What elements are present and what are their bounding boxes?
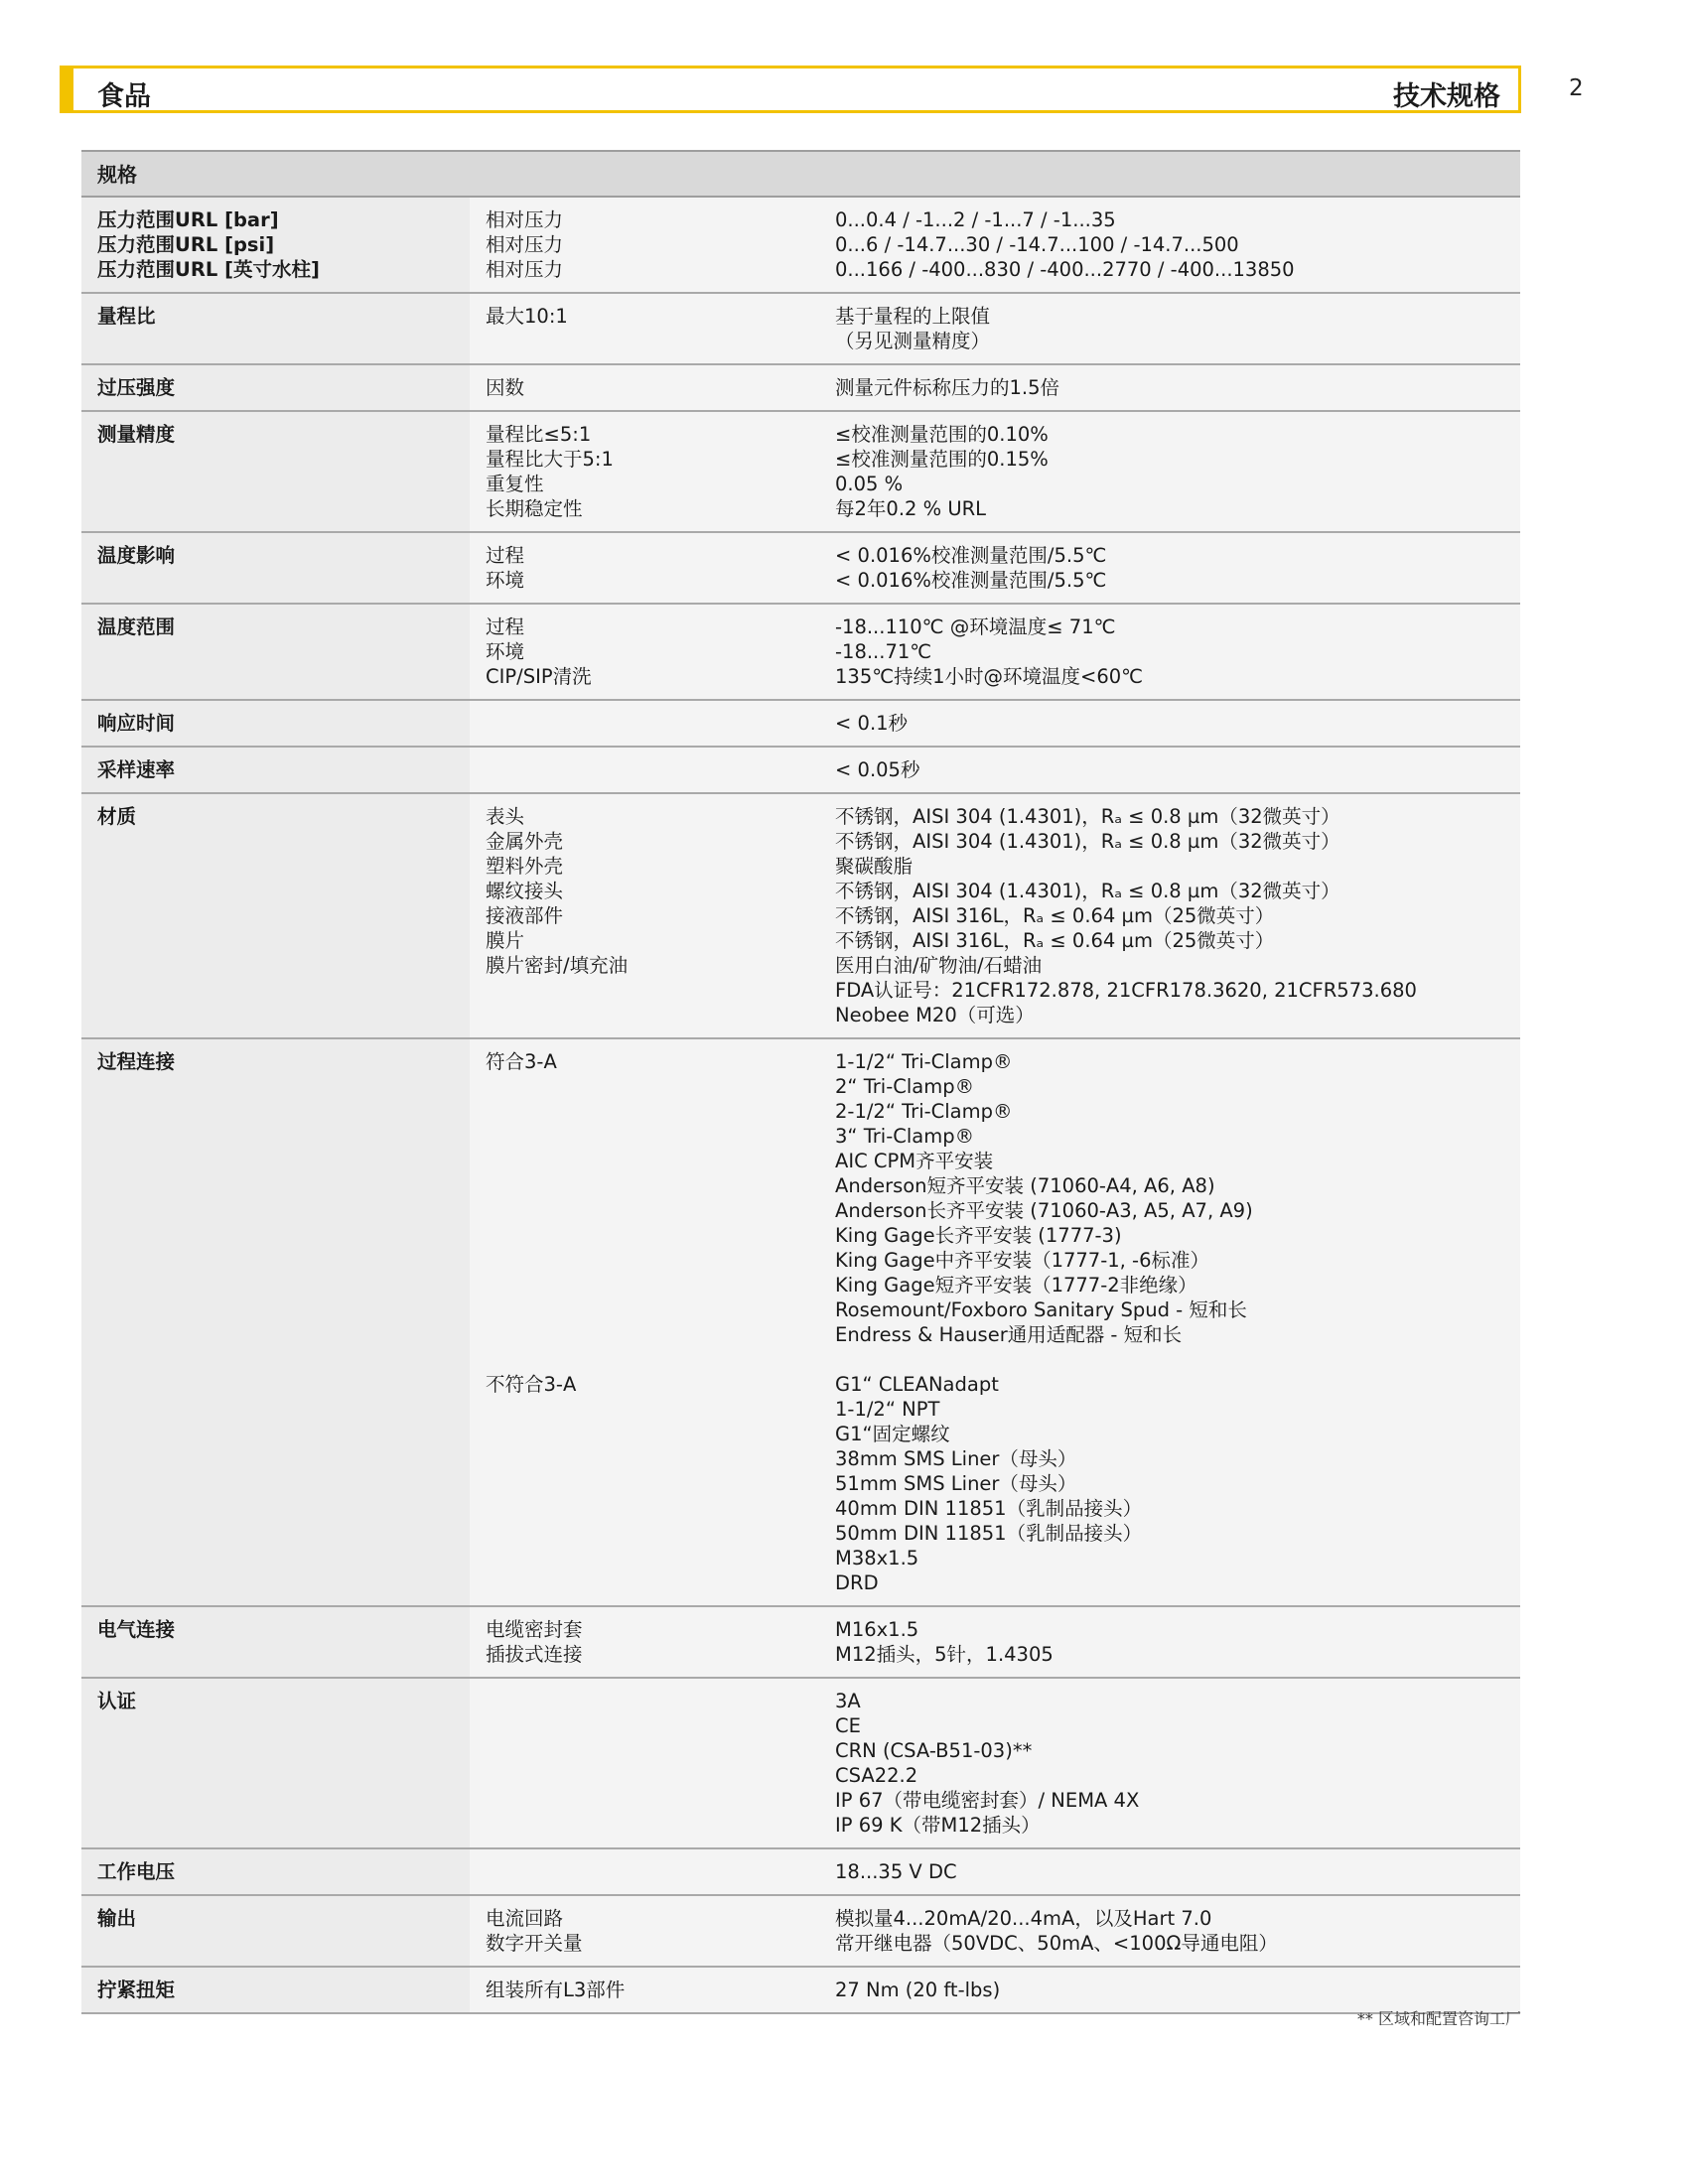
spec-param: 因数 — [486, 376, 525, 399]
spec-value: Anderson长齐平安装 (71060-A3, A5, A7, A9) — [835, 1199, 1253, 1222]
spec-param-cell — [470, 605, 819, 699]
spec-value: 聚碳酸脂 — [835, 855, 914, 878]
spec-param-cell — [470, 1896, 819, 1966]
spec-value: M38x1.5 — [835, 1547, 919, 1570]
spec-value: 测量元件标称压力的1.5倍 — [835, 376, 1060, 399]
spec-value-cell — [819, 794, 1520, 1037]
spec-param-cell — [470, 1968, 819, 2012]
spec-name: 量程比 — [97, 305, 156, 328]
table-row — [81, 1607, 1520, 1679]
spec-value: CSA22.2 — [835, 1764, 918, 1787]
spec-name-cell — [81, 294, 470, 363]
spec-name-cell — [81, 533, 470, 603]
table-row — [81, 412, 1520, 533]
spec-name-cell — [81, 1679, 470, 1847]
spec-param-cell — [470, 701, 819, 746]
spec-param: 表头 — [486, 805, 525, 828]
spec-value: 2-1/2“ Tri-Clamp® — [835, 1100, 1013, 1123]
spec-param: 量程比大于5:1 — [486, 448, 614, 471]
line-spacer — [486, 1248, 819, 1273]
spec-value: 不锈钢，AISI 316L，Rₐ ≤ 0.64 µm（25微英寸） — [835, 929, 1275, 952]
spec-name: 测量精度 — [97, 423, 176, 446]
spec-param: 重复性 — [486, 473, 544, 495]
line-spacer — [486, 1297, 819, 1322]
line-spacer — [486, 1099, 819, 1124]
spec-value: IP 69 K（带M12插头） — [835, 1814, 1041, 1837]
spec-param: 相对压力 — [486, 233, 564, 256]
spec-param: 膜片 — [486, 929, 525, 952]
spec-value: 模拟量4...20mA/20...4mA，以及Hart 7.0 — [835, 1907, 1212, 1930]
spec-param-cell — [470, 533, 819, 603]
spec-value: M16x1.5 — [835, 1618, 919, 1641]
spec-name: 压力范围URL [bar] — [97, 208, 279, 231]
line-spacer — [486, 1322, 819, 1347]
page-header — [60, 66, 1521, 113]
table-body — [81, 198, 1520, 2014]
table-row — [81, 701, 1520, 748]
line-spacer — [486, 1223, 819, 1248]
spec-value: 3A — [835, 1690, 861, 1712]
spec-name-cell — [81, 412, 470, 531]
spec-value: Neobee M20（可选） — [835, 1004, 1035, 1026]
spec-value: < 0.016%校准测量范围/5.5℃ — [835, 544, 1107, 567]
spec-param: 过程 — [486, 544, 525, 567]
line-spacer — [486, 1074, 819, 1099]
spec-value: < 0.05秒 — [835, 758, 920, 781]
spec-value: 40mm DIN 11851（乳制品接头） — [835, 1497, 1143, 1520]
spec-value: CE — [835, 1714, 861, 1737]
line-spacer — [486, 1124, 819, 1149]
table-row — [81, 1039, 1520, 1607]
spec-param: 最大10:1 — [486, 305, 568, 328]
spec-value: 不锈钢，AISI 304 (1.4301)，Rₐ ≤ 0.8 µm（32微英寸） — [835, 805, 1340, 828]
header-section-title: 技术规格 — [1393, 81, 1500, 112]
table-heading: 规格 — [81, 152, 1520, 198]
spec-value: 1-1/2“ Tri-Clamp® — [835, 1050, 1013, 1073]
spec-value: 医用白油/矿物油/石蜡油 — [835, 954, 1043, 977]
spec-value: 27 Nm (20 ft-lbs) — [835, 1979, 1001, 2001]
spec-value: < 0.1秒 — [835, 712, 909, 735]
spec-name: 温度范围 — [97, 615, 176, 638]
spec-value-cell — [819, 605, 1520, 699]
spec-value: King Gage长齐平安装 (1777-3) — [835, 1224, 1122, 1247]
spec-name: 认证 — [97, 1690, 137, 1712]
line-spacer — [486, 1173, 819, 1198]
spec-name: 拧紧扭矩 — [97, 1979, 176, 2001]
spec-value: AIC CPM齐平安装 — [835, 1150, 994, 1172]
spec-param-cell — [470, 794, 819, 1037]
spec-value-cell — [819, 1039, 1520, 1605]
spec-value: 常开继电器（50VDC、50mA、<100Ω导通电阻） — [835, 1932, 1278, 1955]
spec-value: 0.05 % — [835, 473, 904, 495]
spec-param: 环境 — [486, 640, 525, 663]
header-accent-bar — [60, 66, 73, 113]
spec-param: 塑料外壳 — [486, 855, 564, 878]
spec-value: G1“固定螺纹 — [835, 1423, 950, 1445]
spec-value: 不锈钢，AISI 316L，Rₐ ≤ 0.64 µm（25微英寸） — [835, 904, 1275, 927]
spec-value-cell — [819, 198, 1520, 292]
spec-param: 组装所有L3部件 — [486, 1979, 626, 2001]
spec-value: ≤校准测量范围的0.15% — [835, 448, 1049, 471]
spec-value: 不锈钢，AISI 304 (1.4301)，Rₐ ≤ 0.8 µm（32微英寸） — [835, 830, 1340, 853]
footnote: ** 区域和配置咨询工厂 — [1356, 2009, 1521, 2028]
spec-param: 环境 — [486, 569, 525, 592]
spec-value: DRD — [835, 1571, 879, 1594]
spec-value-cell — [819, 1849, 1520, 1894]
line-spacer — [486, 1198, 819, 1223]
spec-param-cell — [470, 1679, 819, 1847]
spec-name: 电气连接 — [97, 1618, 176, 1641]
table-row — [81, 1849, 1520, 1896]
table-row — [81, 365, 1520, 412]
spec-name-cell — [81, 365, 470, 410]
spec-param: 金属外壳 — [486, 830, 564, 853]
spec-value: 0...6 / -14.7...30 / -14.7...100 / -14.7...500 — [835, 233, 1239, 256]
spec-param-cell — [470, 1039, 819, 1605]
spec-param-cell — [470, 412, 819, 531]
spec-value: IP 67（带电缆密封套）/ NEMA 4X — [835, 1789, 1140, 1812]
spec-value: 38mm SMS Liner（母头） — [835, 1447, 1077, 1470]
spec-value: （另见测量精度） — [835, 330, 991, 352]
table-row — [81, 1679, 1520, 1849]
spec-value: FDA认证号：21CFR172.878, 21CFR178.3620, 21CFR573.680 — [835, 979, 1417, 1002]
spec-name: 过压强度 — [97, 376, 176, 399]
spec-value-cell — [819, 701, 1520, 746]
spec-name: 压力范围URL [英寸水柱] — [97, 258, 320, 281]
spec-value: G1“ CLEANadapt — [835, 1373, 999, 1396]
spec-name: 输出 — [97, 1907, 137, 1930]
spec-name-cell — [81, 1607, 470, 1677]
spec-value: 135℃持续1小时@环境温度<60℃ — [835, 665, 1144, 688]
line-spacer — [486, 1149, 819, 1173]
spec-value: 50mm DIN 11851（乳制品接头） — [835, 1522, 1143, 1545]
spec-value: King Gage中齐平安装（1777-1, -6标准） — [835, 1249, 1209, 1272]
spec-value: 0...166 / -400...830 / -400...2770 / -400...13850 — [835, 258, 1295, 281]
spec-name-cell — [81, 605, 470, 699]
spec-name-cell — [81, 1849, 470, 1894]
spec-value: 1-1/2“ NPT — [835, 1398, 940, 1421]
line-spacer — [486, 1273, 819, 1297]
table-row — [81, 794, 1520, 1039]
spec-name-cell — [81, 198, 470, 292]
spec-value: -18...110℃ @环境温度≤ 71℃ — [835, 615, 1116, 638]
table-row — [81, 533, 1520, 605]
spec-value: 2“ Tri-Clamp® — [835, 1075, 975, 1098]
spec-value: Anderson短齐平安装 (71060-A4, A6, A8) — [835, 1174, 1215, 1197]
spec-param: 电流回路 — [486, 1907, 564, 1930]
table-row — [81, 198, 1520, 294]
spec-param-cell — [470, 294, 819, 363]
spec-param: 接液部件 — [486, 904, 564, 927]
spec-value: < 0.016%校准测量范围/5.5℃ — [835, 569, 1107, 592]
spec-name: 采样速率 — [97, 758, 176, 781]
spec-param: 相对压力 — [486, 258, 564, 281]
spec-param: 膜片密封/填充油 — [486, 954, 629, 977]
spec-value: 不锈钢，AISI 304 (1.4301)，Rₐ ≤ 0.8 µm（32微英寸） — [835, 880, 1340, 902]
table-row — [81, 748, 1520, 794]
spec-value: Rosemount/Foxboro Sanitary Spud - 短和长 — [835, 1298, 1247, 1321]
spec-param: 量程比≤5:1 — [486, 423, 592, 446]
table-row — [81, 1968, 1520, 2014]
spec-name: 响应时间 — [97, 712, 176, 735]
spec-value: 18...35 V DC — [835, 1860, 957, 1883]
spec-param: 插拔式连接 — [486, 1643, 583, 1666]
spec-value-cell — [819, 1607, 1520, 1677]
spec-name: 材质 — [97, 805, 137, 828]
spec-param: CIP/SIP清洗 — [486, 665, 592, 688]
spec-param: 螺纹接头 — [486, 880, 564, 902]
spec-value-cell — [819, 1679, 1520, 1847]
spec-param: 符合3-A — [486, 1050, 557, 1073]
spec-name-cell — [81, 794, 470, 1037]
spec-value-cell — [819, 412, 1520, 531]
spec-value: -18...71℃ — [835, 640, 932, 663]
spec-param: 数字开关量 — [486, 1932, 583, 1955]
group-spacer — [835, 1347, 1520, 1372]
spec-value: 51mm SMS Liner（母头） — [835, 1472, 1077, 1495]
spec-value: CRN (CSA-B51-03)** — [835, 1739, 1033, 1762]
table-row — [81, 605, 1520, 701]
spec-name: 过程连接 — [97, 1050, 176, 1073]
spec-param: 长期稳定性 — [486, 497, 583, 520]
spec-value-cell — [819, 294, 1520, 363]
spec-param-cell — [470, 365, 819, 410]
spec-name-cell — [81, 701, 470, 746]
page-number: 2 — [1569, 75, 1584, 101]
table-row — [81, 1896, 1520, 1968]
spec-param: 不符合3-A — [486, 1373, 577, 1396]
spec-param-cell — [470, 198, 819, 292]
spec-param-cell — [470, 1607, 819, 1677]
spec-value-cell — [819, 748, 1520, 792]
spec-value: King Gage短齐平安装（1777-2非绝缘） — [835, 1274, 1197, 1297]
spec-value-cell — [819, 365, 1520, 410]
spec-name: 温度影响 — [97, 544, 176, 567]
spec-value: Endress & Hauser通用适配器 - 短和长 — [835, 1323, 1183, 1346]
spec-name-cell — [81, 1968, 470, 2012]
spec-param: 电缆密封套 — [486, 1618, 583, 1641]
spec-value: ≤校准测量范围的0.10% — [835, 423, 1049, 446]
header-category-title: 食品 — [97, 81, 151, 112]
spec-value: 每2年0.2 % URL — [835, 497, 987, 520]
table-row — [81, 294, 1520, 365]
spec-param-cell — [470, 748, 819, 792]
spec-value: 基于量程的上限值 — [835, 305, 991, 328]
spec-param-cell — [470, 1849, 819, 1894]
spec-name: 工作电压 — [97, 1860, 176, 1883]
spec-name-cell — [81, 1039, 470, 1605]
spec-name-cell — [81, 748, 470, 792]
spec-name-cell — [81, 1896, 470, 1966]
spec-param: 相对压力 — [486, 208, 564, 231]
spec-param: 过程 — [486, 615, 525, 638]
spec-value: 0...0.4 / -1...2 / -1...7 / -1...35 — [835, 208, 1116, 231]
spec-name: 压力范围URL [psi] — [97, 233, 275, 256]
spec-value-cell — [819, 533, 1520, 603]
spec-value-cell — [819, 1896, 1520, 1966]
spec-value: M12插头，5针，1.4305 — [835, 1643, 1054, 1666]
spec-value: 3“ Tri-Clamp® — [835, 1125, 975, 1148]
group-spacer — [486, 1347, 819, 1372]
spec-table — [81, 150, 1520, 2014]
